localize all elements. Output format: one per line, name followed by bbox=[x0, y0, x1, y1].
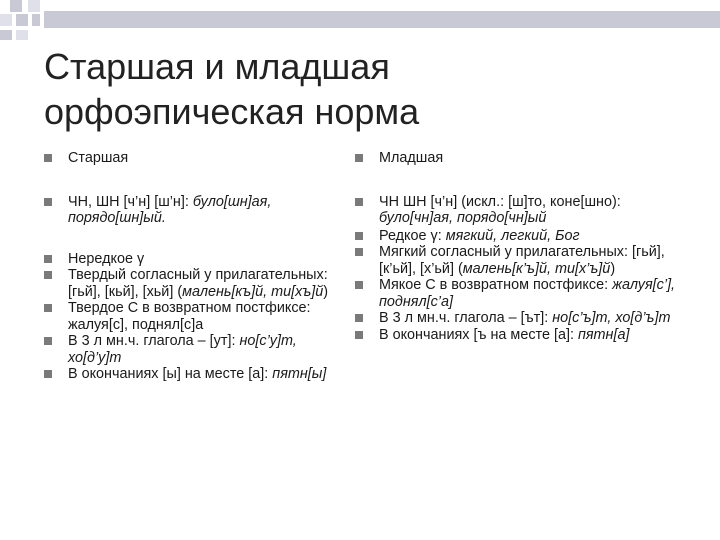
item-text: ЧН, ШН [ч’н] [ш’н]: bbox=[68, 193, 193, 210]
column-heading: Старшая bbox=[68, 150, 129, 166]
page-title bbox=[44, 44, 684, 134]
item-example: малень[к’ъ]й, ти[х’ъ]й bbox=[462, 260, 611, 277]
square-bullet-icon bbox=[44, 304, 52, 312]
deco-square bbox=[16, 30, 28, 40]
deco-square bbox=[16, 14, 28, 26]
deco-square bbox=[10, 0, 22, 12]
title-line-2: орфоэпическая норма bbox=[44, 91, 420, 132]
list-item bbox=[355, 327, 685, 344]
item-text: Нередкое γ bbox=[68, 250, 145, 267]
item-example: було[чн]ая, порядо[чн]ый bbox=[379, 210, 547, 226]
square-bullet-icon bbox=[355, 232, 363, 240]
item-text: Мякое С в возвратном постфиксе: bbox=[379, 277, 613, 293]
list-item bbox=[355, 277, 685, 310]
list-item bbox=[355, 228, 685, 245]
square-bullet-icon bbox=[355, 331, 363, 339]
square-bullet-icon bbox=[44, 271, 52, 279]
list-item bbox=[44, 333, 344, 366]
list-item bbox=[355, 194, 685, 227]
square-bullet-icon bbox=[355, 281, 363, 289]
item-example: було[шн]ая, порядо[шн]ый. bbox=[68, 193, 272, 226]
list-item bbox=[44, 267, 344, 300]
list-item bbox=[355, 244, 685, 277]
item-text: Твердое С в возвратном постфиксе: жалуя[с], поднял[с]а bbox=[68, 300, 311, 333]
top-bar bbox=[44, 11, 720, 28]
right-column bbox=[355, 150, 685, 343]
title-line-1: Старшая и младшая bbox=[44, 46, 390, 87]
list-item bbox=[44, 194, 344, 227]
list-item bbox=[355, 310, 685, 327]
square-bullet-icon bbox=[44, 198, 52, 206]
square-bullet-icon bbox=[355, 154, 363, 162]
item-example: пятн[ы] bbox=[272, 366, 327, 382]
deco-square bbox=[28, 0, 40, 12]
item-example: мягкий, легкий, Бог bbox=[445, 227, 580, 244]
item-text: Редкое γ: bbox=[379, 227, 446, 244]
item-text: В 3 л мн.ч. глагола – [ът]: bbox=[379, 310, 553, 326]
square-bullet-icon bbox=[44, 255, 52, 263]
square-bullet-icon bbox=[355, 248, 363, 256]
square-bullet-icon bbox=[355, 198, 363, 206]
item-text: В 3 л мн.ч. глагола – [ут]: bbox=[68, 333, 240, 349]
left-column bbox=[44, 150, 344, 383]
column-heading: Младшая bbox=[379, 150, 444, 166]
item-example: пятн[а] bbox=[577, 326, 630, 343]
list-item bbox=[355, 150, 685, 167]
item-text: ЧН ШН [ч’н] (искл.: [ш]то, коне[шно): bbox=[379, 193, 621, 210]
item-text: Твердый согласный у прилагательных: [гьй], [кьй], [хьй] ( bbox=[68, 267, 328, 300]
list-item bbox=[44, 366, 344, 383]
item-example: малень[къ]й, ти[хъ]й bbox=[182, 283, 324, 300]
item-text-end: ) bbox=[610, 260, 616, 277]
item-text-end: ) bbox=[323, 283, 329, 300]
item-example: но[с’у]т, хо[д’у]т bbox=[68, 333, 297, 366]
item-text: В окончаниях [ы] на месте [а]: bbox=[68, 366, 273, 382]
list-item bbox=[44, 300, 344, 333]
deco-square bbox=[0, 14, 12, 26]
square-bullet-icon bbox=[44, 337, 52, 345]
square-bullet-icon bbox=[44, 154, 52, 162]
item-example: жалуя[с’], поднял[с’а] bbox=[379, 277, 676, 310]
item-example: но[с’ъ]т, хо[д’ъ]т bbox=[552, 310, 671, 326]
item-text: В окончаниях [ъ на месте [а]: bbox=[379, 326, 578, 343]
square-bullet-icon bbox=[44, 370, 52, 378]
list-item bbox=[44, 150, 344, 167]
deco-square bbox=[32, 14, 40, 26]
square-bullet-icon bbox=[355, 314, 363, 322]
list-item bbox=[44, 251, 344, 268]
item-text: Мягкий согласный у прилагательных: [гьй], [к’ьй], [х’ьй] ( bbox=[379, 244, 665, 277]
deco-square bbox=[0, 30, 12, 40]
